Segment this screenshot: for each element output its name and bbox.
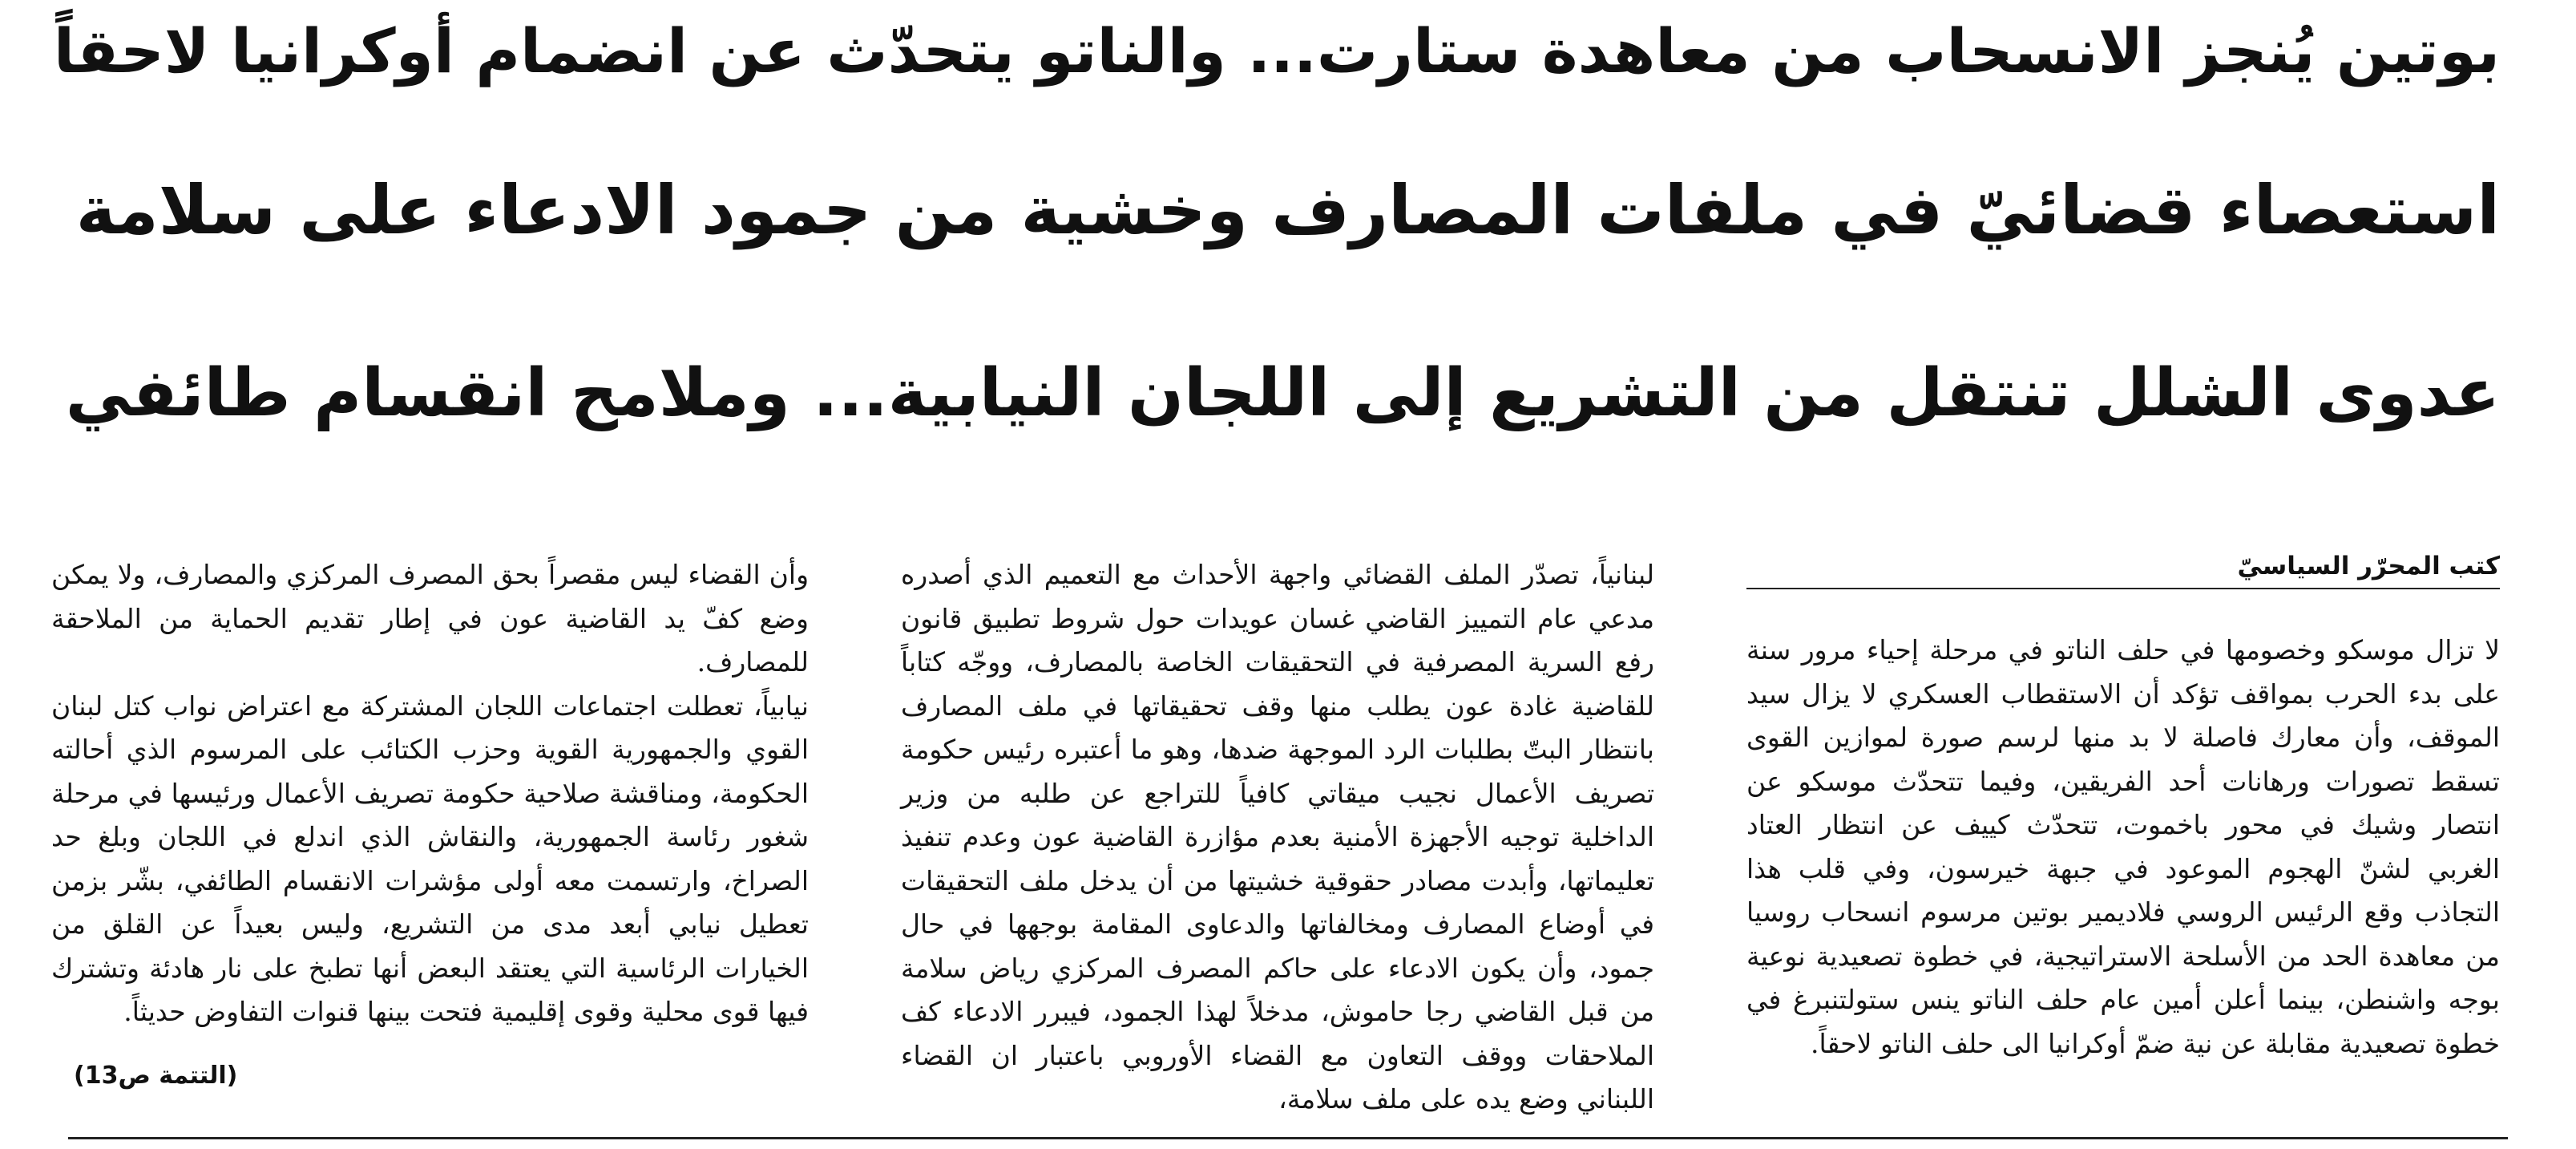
article-paragraph: نيابياً، تعطلت اجتماعات اللجان المشتركة مع اعتراض نواب كتل لبنان القوي والجمهورية القوية وحزب الكتائب على المرسوم الذي أحالته الحكومة، ومناقشة صلاحية حكومة تصريف الأعمال ورئيسها في مرحلة شغور رئاسة الجمهورية، والنقاش الذي اندلع في اللجان وبلغ حد الصراخ، وارتسمت معه أولى مؤشرات الانقسام الطائفي، بشّر بزمن تعطيل نيابي أبعد مدى من التشريع، وليس بعيداً عن القلق من الخيارات الرئاسية التي يعتقد البعض أنها تطبخ على نار هادئة وتشترك فيها قوى محلية وقوى إقليمية فتحت بينها قنوات التفاوض حديثاً. xyxy=(51,690,809,1027)
article-column-2 xyxy=(901,553,1654,1122)
byline-block xyxy=(1746,552,2500,589)
byline: كتب المحرّر السياسيّ xyxy=(2237,552,2500,581)
article-column-3 xyxy=(51,553,809,1034)
byline-divider xyxy=(1746,588,2500,589)
article-paragraph: وأن القضاء ليس مقصراً بحق المصرف المركزي والمصارف، ولا يمكن وضع كفّ يد القاضية عون في إطار تقديم الحماية من الملاحقة للمصارف. xyxy=(51,559,809,678)
continuation-note: (التتمة ص13) xyxy=(74,1062,238,1090)
bottom-divider xyxy=(68,1137,2508,1139)
article-paragraph: لبنانياً، تصدّر الملف القضائي واجهة الأحداث مع التعميم الذي أصدره مدعي عام التمييز القاضي غسان عويدات حول شروط تطبيق قانون رفع السرية المصرفية في التحقيقات الخاصة بالمصارف، ووجّه كتاباً للقاضية غادة عون يطلب منها وقف تحقيقاتها في ملف المصارف بانتظار البتّ بطلبات الرد الموجهة ضدها، وهو ما أعتبره رئيس حكومة تصريف الأعمال نجيب ميقاتي كافياً للتراجع عن طلبه من وزير الداخلية توجيه الأجهزة الأمنية بعدم مؤازرة القاضية عون وعدم تنفيذ تعليماتها، وأبدت مصادر حقوقية خشيتها من أن يدخل ملف التحقيقات في أوضاع المصارف ومخالفاتها والدعاوى المقامة بوجهها في حال جمود، وأن يكون الادعاء على حاكم المصرف المركزي رياض سلامة من قبل القاضي رجا حاموش، مدخلاً لهذا الجمود، فيبرر الادعاء كف الملاحقات ووقف التعاون مع القضاء الأوروبي باعتبار ان القضاء اللبناني وضع يده على ملف سلامة، xyxy=(901,559,1654,1115)
kicker-headline: بوتين يُنجز الانسحاب من معاهدة ستارت... والناتو يتحدّث عن انضمام أوكرانيا لاحقاً xyxy=(53,15,2500,87)
article-column-1 xyxy=(1746,629,2500,1066)
main-headline-line-2: عدوى الشلل تنتقل من التشريع إلى اللجان النيابية... وملامح انقسام طائفي xyxy=(65,355,2500,431)
article-paragraph: لا تزال موسكو وخصومها في حلف الناتو في مرحلة إحياء مرور سنة على بدء الحرب بمواقف تؤكد أن الاستقطاب العسكري لا يزال سيد الموقف، وأن معارك فاصلة لا بد منها لرسم صورة لموازين القوى تسقط تصورات ورهانات أحد الفريقين، وفيما تتحدّث موسكو عن انتصار وشيك في محور باخموت، تتحدّث كييف عن انتظار العتاد الغربي لشنّ الهجوم الموعود في جبهة خيرسون، وفي قلب هذا التجاذب وقع الرئيس الروسي فلاديمير بوتين مرسوم انسحاب روسيا من معاهدة الحد من الأسلحة الاستراتيجية، في خطوة تصعيدية نوعية بوجه واشنطن، بينما أعلن أمين عام حلف الناتو ينس ستولتنبرغ في خطوة تصعيدية مقابلة عن نية ضمّ أوكرانيا الى حلف الناتو لاحقاً. xyxy=(1746,634,2500,1059)
main-headline-line-1: استعصاء قضائيّ في ملفات المصارف وخشية من جمود الادعاء على سلامة xyxy=(75,171,2500,249)
